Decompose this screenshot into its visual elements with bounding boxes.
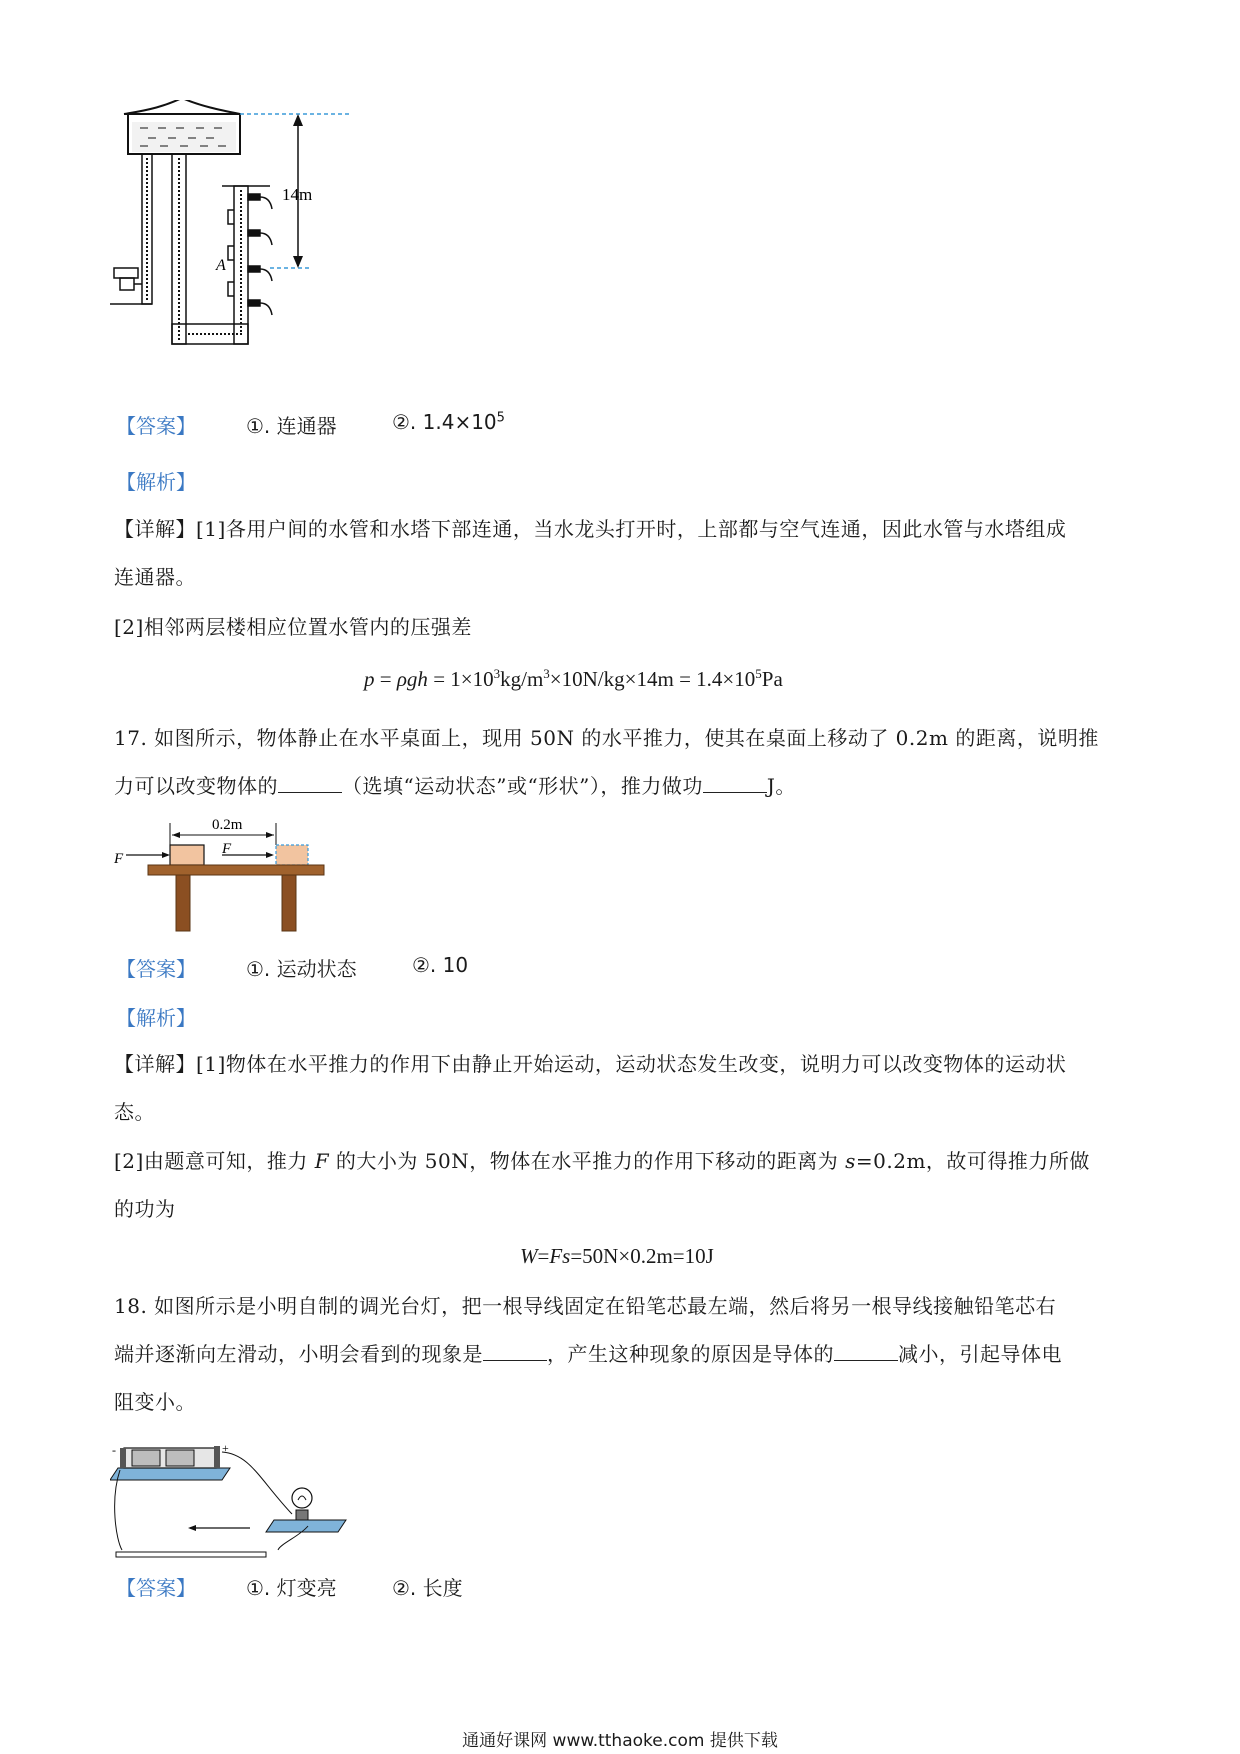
answer-tag: 【答案】 xyxy=(116,1576,196,1600)
dimmer-lamp-figure xyxy=(110,1440,360,1560)
blank-1 xyxy=(278,774,342,793)
detail-text: 【详解】[1]物体在水平推力的作用下由静止开始运动，运动状态发生改变，说明力可以改变物体的运动状 态。 xyxy=(114,1052,1067,1124)
answer-tag: 【答案】 xyxy=(116,957,196,981)
height-label: 14m xyxy=(282,185,313,204)
water-tower-figure xyxy=(110,100,370,390)
answer-2: ②. 10 xyxy=(412,953,469,977)
answer-2: ②. $1.4\times 10^5$ xyxy=(392,410,505,434)
question-17: 17. 如图所示，物体静止在水平桌面上，现用 50N 的水平推力，使其在桌面上移动了 0.2m 的距离，说明推 力可以改变物体的 （选填“运动状态”或“形状”），推力做功 J。 xyxy=(114,726,1099,798)
answer-1: ①. 运动状态 xyxy=(246,957,357,981)
detail-2-text: [2]由题意可知，推力 F 的大小为 50N，物体在水平推力的作用下移动的距离为 s=0.2m，故可得推力所做 的功为 xyxy=(114,1149,1090,1221)
point-a-label: A xyxy=(216,257,226,274)
page-footer: 通通好课网 www.tthaoke.com 提供下载 xyxy=(462,1731,778,1751)
answer-1: ①. 灯变亮 xyxy=(246,1576,337,1600)
table-push-figure xyxy=(110,815,330,935)
detail-2-text: [2]相邻两层楼相应位置水管内的压强差 xyxy=(114,615,472,639)
answer-2: ②. 长度 xyxy=(392,1576,463,1600)
force-label-right: F xyxy=(222,841,232,857)
work-formula: W=Fs=50N×0.2m=10J xyxy=(520,1244,714,1268)
blank-1 xyxy=(483,1342,547,1361)
force-label-left: F xyxy=(114,851,124,867)
detail-text: 【详解】[1]各用户间的水管和水塔下部连通，当水龙头打开时，上部都与空气连通，因此水管与水塔组成 连通器。 xyxy=(114,517,1067,589)
pressure-formula: $p = \rho gh = 1\times 10^3kg/m^3\times 10N/kg\times 14m = 1.4\times 10^5Pa$ xyxy=(364,666,783,691)
distance-label: 0.2m xyxy=(212,817,243,833)
plus-label: + xyxy=(222,1441,229,1455)
blank-2 xyxy=(703,774,767,793)
answer-tag: 【答案】 xyxy=(116,414,196,438)
answer-1: ①. 连通器 xyxy=(246,414,337,438)
blank-2 xyxy=(834,1342,898,1361)
analysis-tag: 【解析】 xyxy=(116,1006,196,1030)
minus-label: - xyxy=(112,1443,116,1457)
question-18: 18. 如图所示是小明自制的调光台灯，把一根导线固定在铅笔芯最左端，然后将另一根导线接触铅笔芯右 端并逐渐向左滑动，小明会看到的现象是 ，产生这种现象的原因是导体的 减小，引起导体电 阻变小。 xyxy=(114,1294,1062,1414)
analysis-tag: 【解析】 xyxy=(116,470,196,494)
